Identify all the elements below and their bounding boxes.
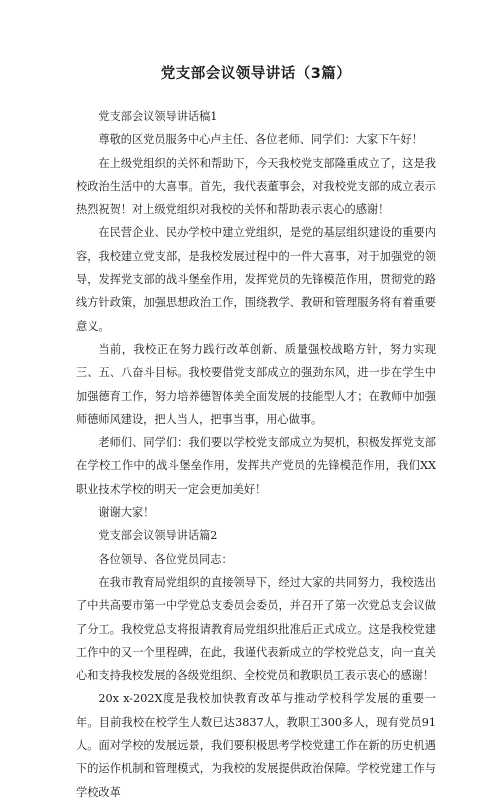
paragraph: 尊敬的区党员服务中心卢主任、各位老师、同学们：大家下午好！ [98, 133, 423, 147]
paragraph: 谢谢大家！ [98, 506, 155, 520]
paragraph: 在民营企业、民办学校中建立党组织，是党的基层组织建设的重要内容，我校建立党支部，是我校发展过程中的一件大喜事，对于加强党的领导，发挥党支部的战斗堡垒作用，发挥党员的先锋模范作用，贯彻党的路线方针政策，加强思想政治工作，围绕教学、教研和管理服务将有着重要意义。 [76, 226, 436, 333]
section-heading: 党支部会议领导讲话篇2 [98, 529, 218, 543]
paragraph: 当前，我校正在努力践行改革创新、质量强校战略方针，努力实现三、五、八奋斗目标。我校要借党支部成立的强劲东风，进一步在学生中加强德育工作，努力培养德智体美全面发展的技能型人才；在教师中加强师德师风建设，把人当人，把事当事，用心做事。 [76, 342, 436, 426]
paragraph: 20x x-202X度是我校加快教育改革与推动学校科学发展的重要一年。目前我校在校学生人数已达3837人，教职工300多人，现有党员91人。面对学校的发展远景，我们要积极思考学校党建工作在新的历史机遇下的运作机制和管理模式，为我校的发展提供政治保障。学校党建工作与学校改革 [76, 692, 436, 799]
section-heading: 党支部会议领导讲话稿1 [98, 110, 218, 123]
paragraph: 在我市教育局党组织的直接领导下，经过大家的共同努力，我校选出了中共高要市第一中学党总支委员会委员，并召开了第一次党总支会议做了分工。我校党总支将报请教育局党组织批准后正式成立。这是我校党建工作中的又一个里程碑，在此，我谨代表新成立的学校党总支，向一直关心和支持我校发展的各级党组织、全校党员和教职员工表示衷心的感谢！ [76, 575, 436, 683]
document-body [76, 105, 436, 804]
paragraph: 在上级党组织的关怀和帮助下，今天我校党支部隆重成立了，这是我校政治生活中的大喜事。首先，我代表董事会，对我校党支部的成立表示热烈祝贺！对上级党组织对我校的关怀和帮助表示衷心的感谢！ [76, 156, 436, 217]
document-title: 党支部会议领导讲话（3篇） [160, 66, 352, 82]
paragraph: 各位领导、各位党员同志： [98, 552, 233, 566]
paragraph: 老师们、同学们：我们要以学校党支部成立为契机，积极发挥党支部在学校工作中的战斗堡垒作用，发挥共产党员的先锋模范作用，我们XX职业技术学校的明天一定会更加美好！ [76, 436, 436, 496]
